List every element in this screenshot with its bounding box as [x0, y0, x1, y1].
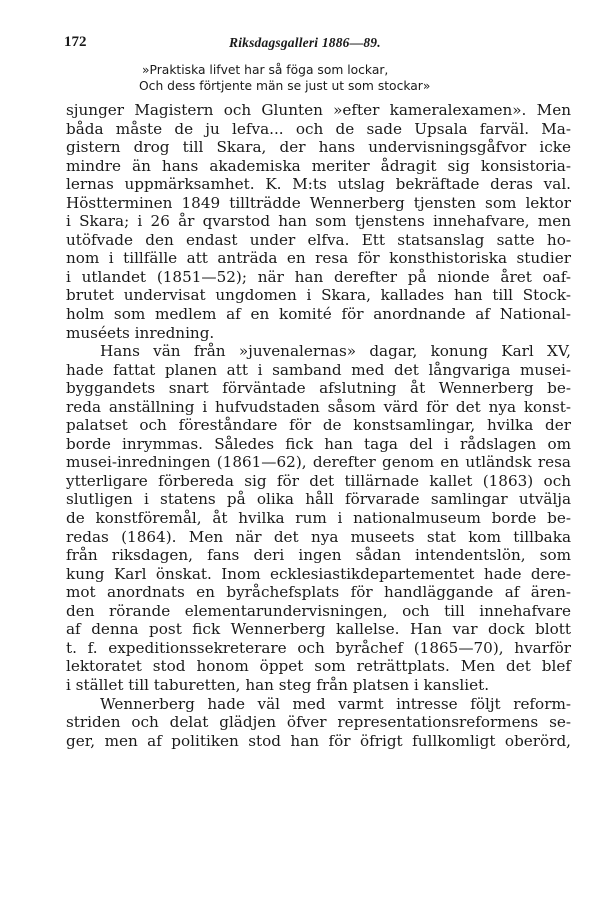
- text-line: slutligen i statens på olika håll förvarade samlingar utvälja: [66, 490, 571, 509]
- text-line: af denna post fick Wennerberg kallelse. Han var dock blott: [66, 620, 571, 639]
- page-number: 172: [64, 34, 87, 50]
- text-line: holm som medlem af en komité för anordnande af National-: [66, 305, 571, 324]
- running-head: [64, 34, 570, 54]
- epigraph-line: Och dess förtjente män se just ut som stockar»: [139, 79, 431, 93]
- text-line: båda måste de ju lefva... och de sade Upsala farväl. Ma-: [66, 119, 571, 138]
- text-line: i Skara; i 26 år qvarstod han som tjenstens innehafvare, men: [66, 212, 571, 231]
- text-line: de konstföremål, åt hvilka rum i nationalmuseum borde be-: [66, 509, 571, 528]
- text-line: i stället till taburetten, han steg från platsen i kansliet.: [66, 675, 490, 694]
- text-line: borde inrymmas. Således fick han taga del i rådslagen om: [66, 434, 571, 453]
- text-line: Höstterminen 1849 tillträdde Wennerberg tjensten som lektor: [66, 193, 571, 212]
- text-line: mindre än hans akademiska meriter ådragit sig konsistoria-: [66, 156, 571, 175]
- text-line: muséets inredning.: [66, 323, 215, 342]
- text-line: hade fattat planen att i samband med det långvariga musei-: [66, 360, 571, 379]
- epigraph-line: »Praktiska lifvet har så föga som lockar,: [142, 63, 389, 77]
- text-line: sjunger Magistern och Glunten »efter kameralexamen». Men: [66, 101, 571, 119]
- text-line: ger, men af politiken stod han för öfrigt fullkomligt oberörd,: [66, 731, 571, 750]
- paragraph-2: [66, 342, 571, 694]
- text-line: striden och delat glädjen öfver representationsreformens se-: [66, 713, 571, 732]
- text-line: ytterligare förbereda sig för det tillärnade kallet (1863) och: [66, 471, 571, 490]
- text-line: mot anordnats en byråchefsplats för handläggande af ären-: [66, 583, 571, 602]
- text-line: utöfvade den endast under elfva. Ett statsanslag satte ho-: [66, 230, 571, 249]
- text-line: brutet undervisat ungdomen i Skara, kallades han till Stock-: [66, 286, 571, 305]
- text-line: reda anställning i hufvudstaden såsom värd för det nya konst-: [66, 397, 571, 416]
- text-line: nom i tillfälle att anträda en resa för konsthistoriska studier: [66, 249, 571, 268]
- text-line: musei-inredningen (1861—62), derefter genom en utländsk resa: [66, 453, 571, 472]
- text-line: palatset och föreståndare för de konstsamlingar, hvilka der: [66, 416, 571, 435]
- paragraph-1: [66, 101, 571, 342]
- text-line: t. f. expeditionssekreterare och byråchef (1865—70), hvarför: [66, 638, 571, 657]
- text-line: Wennerberg hade väl med varmt intresse följt reform-: [100, 694, 571, 713]
- text-line: kung Karl önskat. Inom ecklesiastikdepartementet hade dere-: [66, 564, 571, 583]
- text-line: redas (1864). Men när det nya museets stat kom tillbaka: [66, 527, 571, 546]
- text-line: lektoratet stod honom öppet som reträttplats. Men det blef: [66, 657, 571, 676]
- text-line: Hans vän från »juvenalernas» dagar, konung Karl XV,: [100, 342, 571, 361]
- running-title: Riksdagsgalleri 1886—89.: [229, 35, 381, 50]
- text-line: i utlandet (1851—52); när han derefter på nionde året oaf-: [66, 267, 571, 286]
- text-line: den rörande elementarundervisningen, och till innehafvare: [66, 601, 571, 620]
- epigraph: [139, 62, 472, 94]
- text-line: gistern drog till Skara, der hans undervisningsgåfvor icke: [66, 138, 571, 157]
- body-text: [66, 101, 571, 750]
- text-line: lernas uppmärksamhet. K. M:ts utslag bekräftade deras val.: [66, 175, 571, 194]
- text-line: byggandets snart förväntade afslutning åt Wennerberg be-: [66, 379, 571, 398]
- paragraph-3: [66, 695, 571, 751]
- text-line: från riksdagen, fans deri ingen sådan intendentslön, som: [66, 546, 571, 565]
